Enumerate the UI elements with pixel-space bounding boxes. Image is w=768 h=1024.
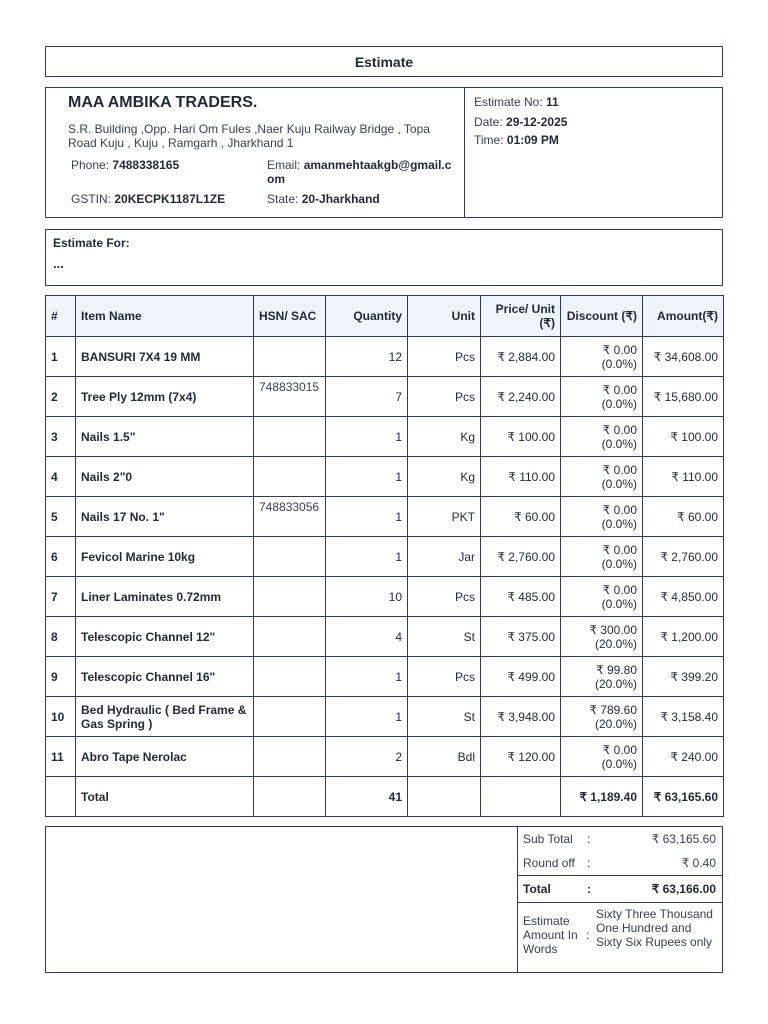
row-quantity: 1: [326, 497, 408, 537]
table-row: [46, 577, 724, 617]
row-num: 2: [46, 377, 76, 417]
state-label: State:: [267, 192, 299, 206]
row-discount-amount: ₹ 99.80: [596, 662, 637, 677]
row-amount: ₹ 60.00: [643, 497, 724, 537]
total-discount: ₹ 1,189.40: [561, 777, 643, 817]
email-value: amanmehtaakgb@gmail.com: [267, 158, 452, 186]
row-discount-amount: ₹ 0.00: [602, 422, 637, 437]
subtotal-value: ₹ 63,165.60: [651, 832, 716, 846]
row-discount-amount: ₹ 0.00: [602, 582, 637, 597]
row-num: 11: [46, 737, 76, 777]
estimate-time-label: Time:: [474, 133, 504, 147]
estimate-time-value: 01:09 PM: [506, 133, 559, 147]
grand-total-colon: :: [587, 882, 591, 896]
header-item-name: Item Name: [76, 296, 254, 337]
row-discount-percent: (0.0%): [601, 516, 637, 531]
row-hsn: [254, 577, 326, 617]
row-amount: ₹ 240.00: [643, 737, 724, 777]
company-address: S.R. Building ,Opp. Hari Om Fules ,Naer Kuju Railway Bridge , Topa Road Kuju , Kuju , Ramgarh , Jharkhand 1: [68, 122, 430, 150]
row-amount: ₹ 2,760.00: [643, 537, 724, 577]
amount-in-words-colon: :: [586, 928, 590, 942]
company-phone: [71, 158, 179, 172]
roundoff-colon: :: [587, 856, 591, 870]
row-num: 10: [46, 697, 76, 737]
row-discount-amount: ₹ 0.00: [602, 542, 637, 557]
phone-value: 7488338165: [112, 158, 180, 172]
row-num: 5: [46, 497, 76, 537]
table-row: [46, 537, 724, 577]
grand-total-label: Total: [523, 882, 551, 896]
total-unit-cell: [408, 777, 481, 817]
row-discount-amount: ₹ 300.00: [589, 622, 637, 637]
company-gstin: [71, 192, 225, 206]
table-row: [46, 617, 724, 657]
row-hsn: 748833056: [254, 497, 326, 537]
row-num: 6: [46, 537, 76, 577]
row-quantity: 10: [326, 577, 408, 617]
row-discount-percent: (20.0%): [594, 636, 637, 651]
amount-in-words-value: Sixty Three Thousand One Hundred and Sixty Six Rupees only: [596, 907, 713, 949]
estimate-number-label: Estimate No:: [474, 95, 543, 109]
notes-area: [45, 826, 518, 973]
row-amount: ₹ 15,680.00: [643, 377, 724, 417]
document-title: Estimate: [45, 46, 723, 77]
header-price: Price/ Unit (₹): [481, 296, 561, 337]
row-unit: Pcs: [408, 577, 481, 617]
header-unit: Unit: [408, 296, 481, 337]
row-unit: Pcs: [408, 657, 481, 697]
header-quantity: Quantity: [326, 296, 408, 337]
total-quantity: 41: [326, 777, 408, 817]
row-quantity: 1: [326, 457, 408, 497]
row-discount-amount: ₹ 0.00: [602, 382, 637, 397]
row-discount: [561, 417, 643, 457]
row-discount-percent: (0.0%): [601, 356, 637, 371]
header-num: #: [46, 296, 76, 337]
estimate-number-value: 11: [546, 95, 559, 109]
row-discount: [561, 617, 643, 657]
row-item-name: Liner Laminates 0.72mm: [76, 577, 254, 617]
row-price: ₹ 120.00: [481, 737, 561, 777]
header-hsn: HSN/ SAC: [254, 296, 326, 337]
estimate-number: [474, 95, 559, 109]
row-num: 4: [46, 457, 76, 497]
row-price: ₹ 2,240.00: [481, 377, 561, 417]
table-row: [46, 417, 724, 457]
row-discount-amount: ₹ 0.00: [602, 342, 637, 357]
roundoff-label: Round off: [523, 856, 575, 870]
state-value: 20-Jharkhand: [301, 192, 380, 206]
gstin-value: 20KECPK1187L1ZE: [114, 192, 226, 206]
row-unit: Pcs: [408, 337, 481, 377]
row-item-name: BANSURI 7X4 19 MM: [76, 337, 254, 377]
row-hsn: [254, 537, 326, 577]
row-quantity: 2: [326, 737, 408, 777]
row-price: ₹ 60.00: [481, 497, 561, 537]
row-price: ₹ 2,884.00: [481, 337, 561, 377]
subtotal-colon: :: [587, 832, 591, 846]
items-table: [45, 295, 724, 817]
row-unit: Jar: [408, 537, 481, 577]
row-item-name: Telescopic Channel 12": [76, 617, 254, 657]
row-amount: ₹ 110.00: [643, 457, 724, 497]
row-discount: [561, 537, 643, 577]
row-num: 3: [46, 417, 76, 457]
row-item-name: Tree Ply 12mm (7x4): [76, 377, 254, 417]
table-row: [46, 497, 724, 537]
row-price: ₹ 485.00: [481, 577, 561, 617]
row-hsn: [254, 417, 326, 457]
row-discount-percent: (0.0%): [601, 476, 637, 491]
company-name: MAA AMBIKA TRADERS.: [68, 94, 258, 111]
company-email: [267, 158, 457, 186]
row-discount: [561, 577, 643, 617]
estimate-date-value: 29-12-2025: [506, 115, 568, 129]
table-row: [46, 697, 724, 737]
row-quantity: 1: [326, 537, 408, 577]
row-quantity: 1: [326, 697, 408, 737]
row-unit: Kg: [408, 417, 481, 457]
row-price: ₹ 499.00: [481, 657, 561, 697]
estimate-for-label: Estimate For:: [53, 236, 130, 250]
table-row: [46, 657, 724, 697]
row-quantity: 12: [326, 337, 408, 377]
row-item-name: Abro Tape Nerolac: [76, 737, 254, 777]
row-amount: ₹ 3,158.40: [643, 697, 724, 737]
summary-divider-bottom: [517, 902, 723, 903]
row-num: 8: [46, 617, 76, 657]
row-discount-percent: (0.0%): [601, 596, 637, 611]
roundoff-value: ₹ 0.40: [681, 856, 716, 870]
row-discount: [561, 377, 643, 417]
row-unit: Pcs: [408, 377, 481, 417]
row-hsn: 748833015: [254, 377, 326, 417]
summary-divider-top: [517, 875, 723, 876]
estimate-time: [474, 133, 559, 147]
row-discount-amount: ₹ 0.00: [602, 462, 637, 477]
row-num: 1: [46, 337, 76, 377]
row-price: ₹ 100.00: [481, 417, 561, 457]
row-num: 7: [46, 577, 76, 617]
row-discount-percent: (0.0%): [601, 756, 637, 771]
row-item-name: Nails 17 No. 1": [76, 497, 254, 537]
total-num-cell: [46, 777, 76, 817]
row-discount-percent: (0.0%): [601, 556, 637, 571]
total-amount: ₹ 63,165.60: [643, 777, 724, 817]
header-amount: Amount(₹): [643, 296, 724, 337]
row-hsn: [254, 457, 326, 497]
row-discount: [561, 737, 643, 777]
grand-total-value: ₹ 63,166.00: [651, 882, 716, 896]
header-divider: [464, 88, 465, 217]
row-unit: St: [408, 697, 481, 737]
row-price: ₹ 110.00: [481, 457, 561, 497]
company-state: [267, 192, 380, 206]
phone-label: Phone:: [71, 158, 110, 172]
company-header: [45, 87, 723, 218]
amount-in-words-label: Estimate Amount In Words: [523, 914, 578, 956]
estimate-date: [474, 115, 567, 129]
row-item-name: Nails 2"0: [76, 457, 254, 497]
row-amount: ₹ 34,608.00: [643, 337, 724, 377]
row-quantity: 4: [326, 617, 408, 657]
email-label: Email:: [267, 158, 301, 172]
row-hsn: [254, 337, 326, 377]
table-row: [46, 377, 724, 417]
table-row: [46, 737, 724, 777]
estimate-date-label: Date:: [474, 115, 503, 129]
row-hsn: [254, 617, 326, 657]
row-discount-amount: ₹ 789.60: [589, 702, 637, 717]
subtotal-label: Sub Total: [523, 832, 573, 846]
table-row: [46, 457, 724, 497]
row-amount: ₹ 4,850.00: [643, 577, 724, 617]
row-item-name: Bed Hydraulic ( Bed Frame & Gas Spring ): [76, 697, 254, 737]
gstin-label: GSTIN:: [71, 192, 112, 206]
row-discount: [561, 657, 643, 697]
header-discount: Discount (₹): [561, 296, 643, 337]
row-amount: ₹ 1,200.00: [643, 617, 724, 657]
row-price: ₹ 2,760.00: [481, 537, 561, 577]
row-quantity: 1: [326, 417, 408, 457]
row-item-name: Fevicol Marine 10kg: [76, 537, 254, 577]
row-discount: [561, 337, 643, 377]
row-item-name: Telescopic Channel 16": [76, 657, 254, 697]
total-hsn-cell: [254, 777, 326, 817]
estimate-for-section: [45, 229, 723, 286]
row-price: ₹ 3,948.00: [481, 697, 561, 737]
table-header-row: [46, 296, 724, 337]
row-hsn: [254, 737, 326, 777]
table-total-row: [46, 777, 724, 817]
row-discount: [561, 697, 643, 737]
estimate-for-value: ...: [53, 256, 64, 271]
row-item-name: Nails 1.5": [76, 417, 254, 457]
total-price-cell: [481, 777, 561, 817]
row-discount-amount: ₹ 0.00: [602, 502, 637, 517]
row-unit: St: [408, 617, 481, 657]
row-discount-percent: (20.0%): [594, 716, 637, 731]
row-discount-percent: (0.0%): [601, 436, 637, 451]
row-discount: [561, 497, 643, 537]
row-quantity: 1: [326, 657, 408, 697]
row-discount-percent: (0.0%): [601, 396, 637, 411]
row-amount: ₹ 100.00: [643, 417, 724, 457]
row-quantity: 7: [326, 377, 408, 417]
row-amount: ₹ 399.20: [643, 657, 724, 697]
row-hsn: [254, 697, 326, 737]
row-unit: Kg: [408, 457, 481, 497]
row-discount: [561, 457, 643, 497]
row-discount-amount: ₹ 0.00: [602, 742, 637, 757]
total-label: Total: [76, 777, 254, 817]
row-discount-percent: (20.0%): [594, 676, 637, 691]
row-hsn: [254, 657, 326, 697]
row-price: ₹ 375.00: [481, 617, 561, 657]
row-unit: Bdl: [408, 737, 481, 777]
row-unit: PKT: [408, 497, 481, 537]
row-num: 9: [46, 657, 76, 697]
table-row: [46, 337, 724, 377]
